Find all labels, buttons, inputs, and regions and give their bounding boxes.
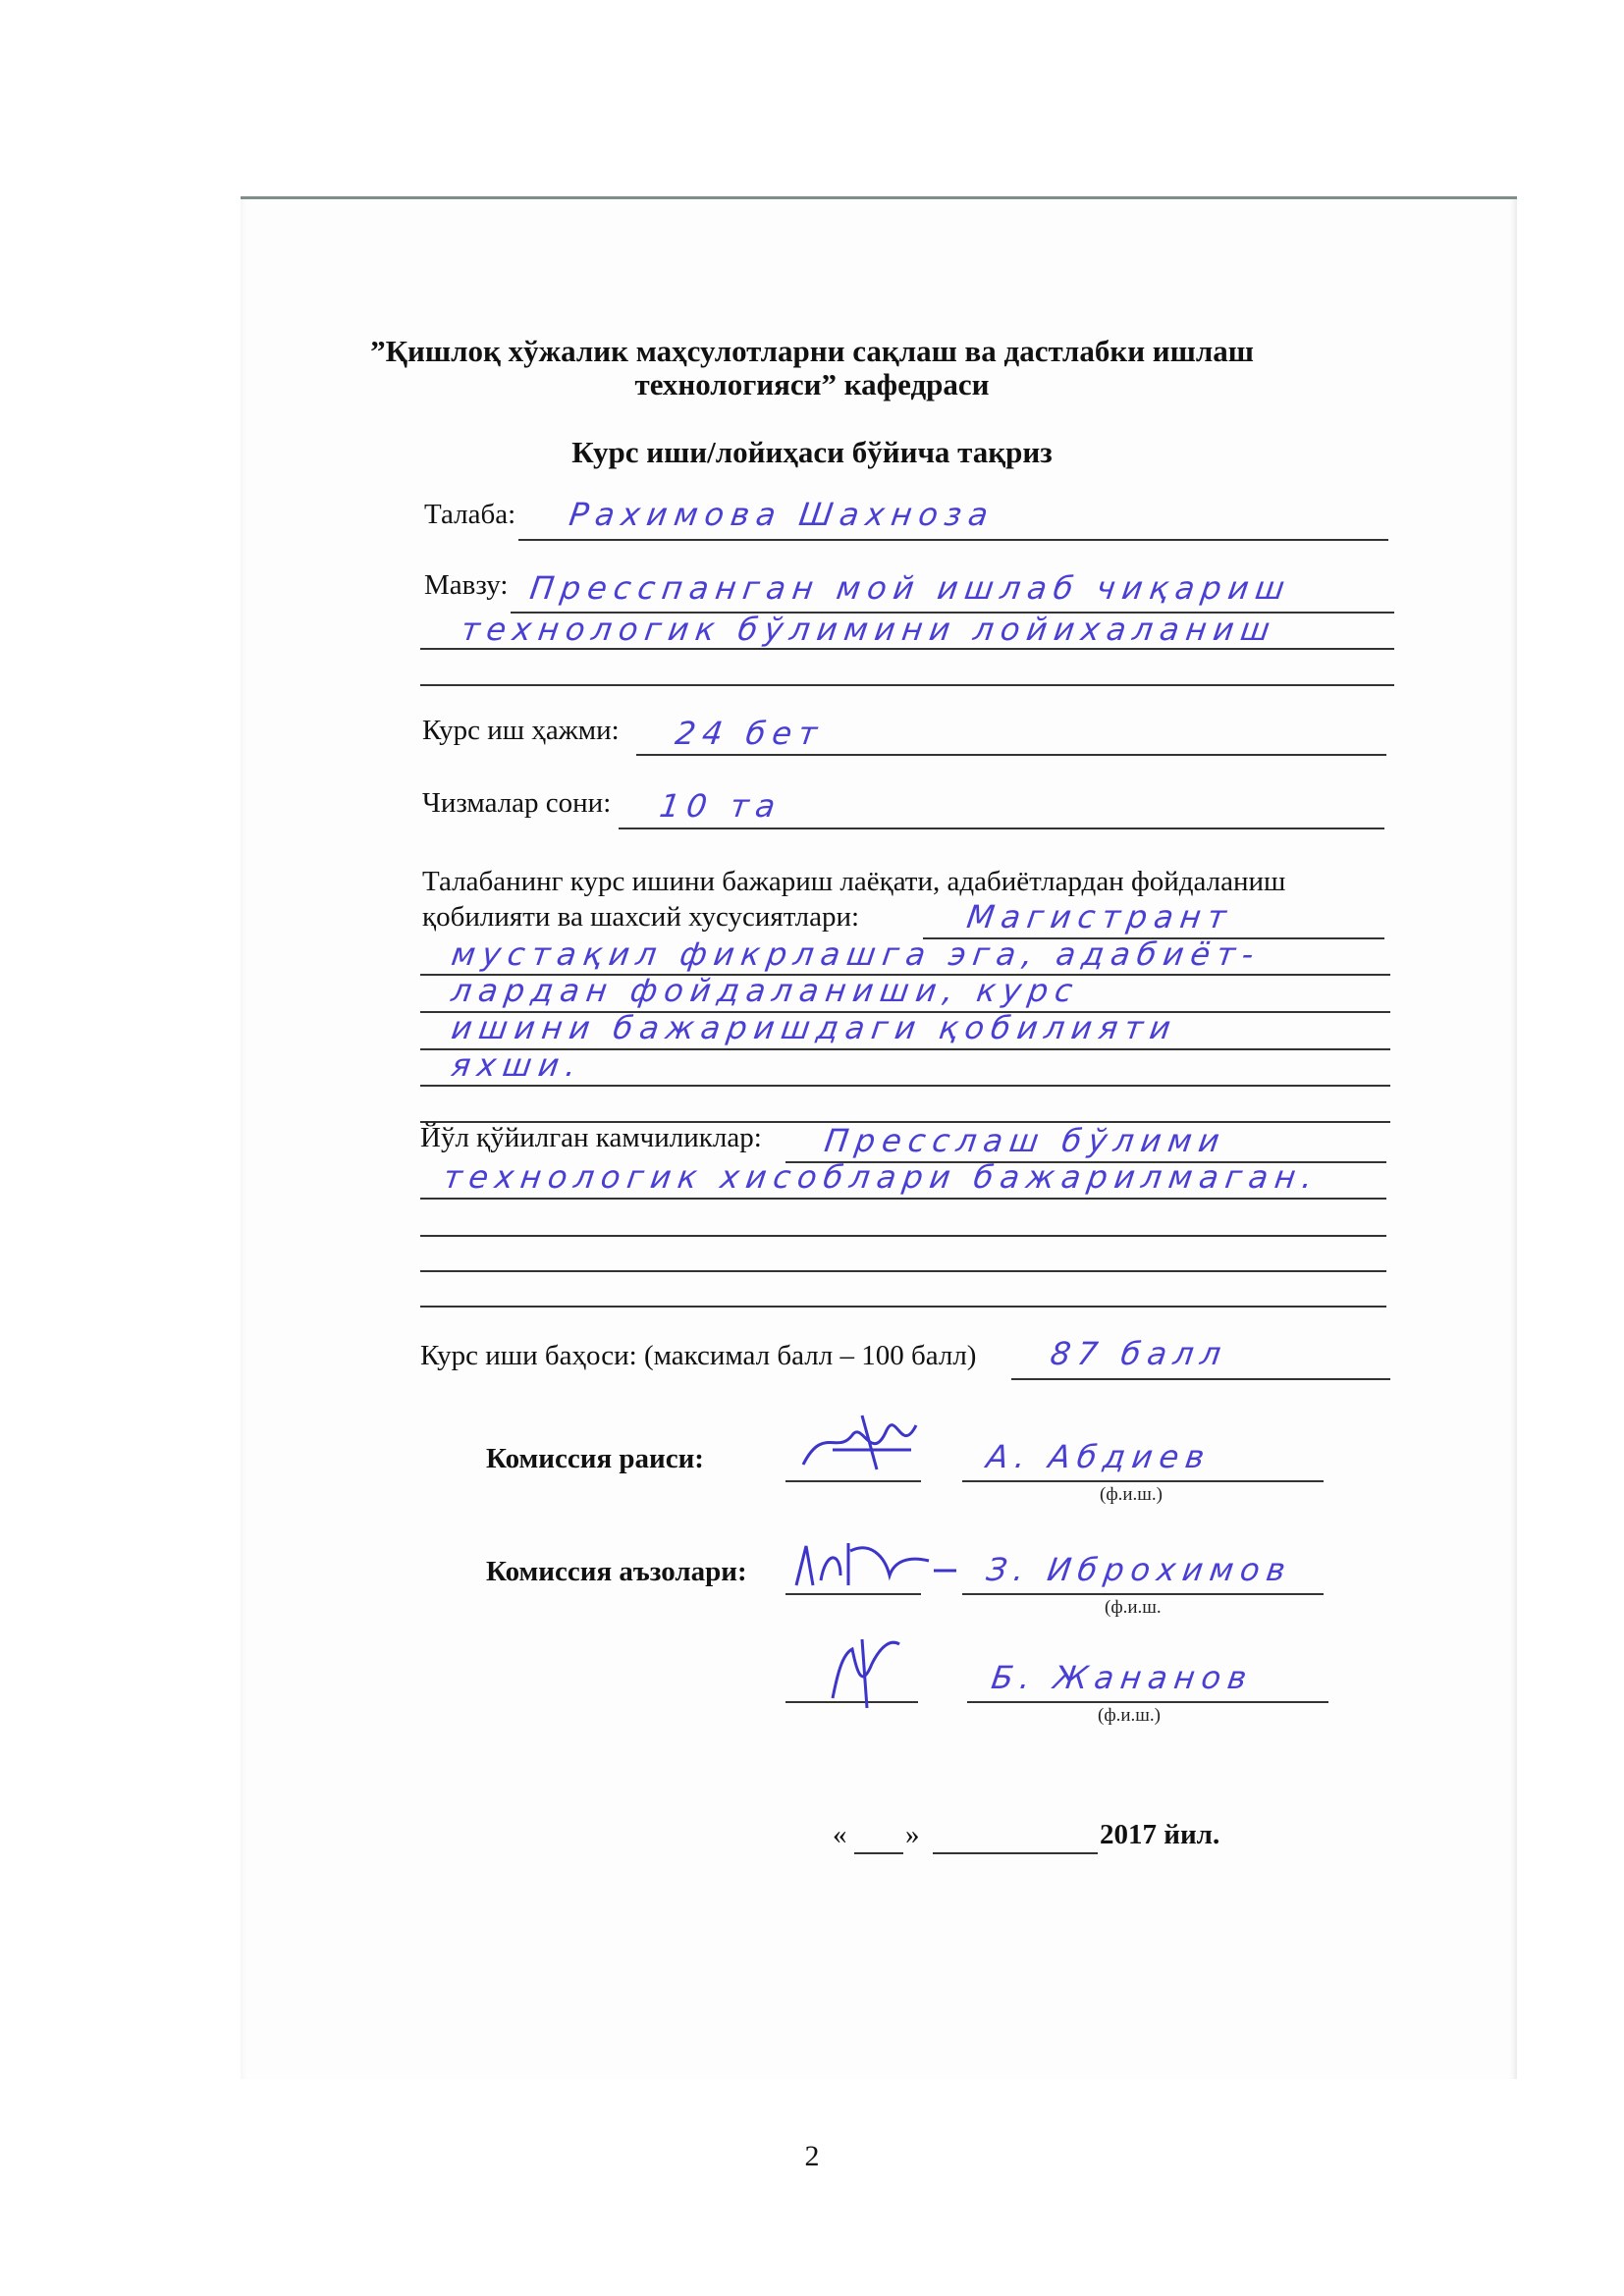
ability-text-5: яхши. xyxy=(449,1046,586,1084)
ability-label-line2: қобилияти ва шахсий хусусиятлари: xyxy=(422,901,860,933)
fio-caption-2: (ф.и.ш. xyxy=(1105,1597,1162,1618)
ability-label-line1: Талабанинг курс ишини бажариш лаёқати, адабиётлардан фойдаланиш xyxy=(422,866,1286,897)
commission-members-label: Комиссия аъзолари: xyxy=(486,1556,747,1587)
flaws-text-2: технологик хисоблари бажарилмаган. xyxy=(441,1158,1323,1196)
student-label: Талаба: xyxy=(424,499,516,530)
ability-underline-5 xyxy=(420,1085,1390,1087)
member1-name: З. Иброхимов xyxy=(984,1551,1295,1588)
chair-signature-icon xyxy=(793,1396,931,1484)
topic-underline-3 xyxy=(420,684,1394,686)
drawings-value: 10 та xyxy=(657,787,785,825)
student-underline xyxy=(518,539,1388,541)
fio-caption-3: (ф.и.ш.) xyxy=(1098,1705,1162,1726)
flaws-underline-4 xyxy=(420,1270,1386,1272)
topic-underline-2 xyxy=(420,648,1394,650)
topic-value-line1: Пресспанган мой ишлаб чиқариш xyxy=(527,569,1294,607)
page-number: 2 xyxy=(804,2140,820,2172)
drawings-label: Чизмалар сони: xyxy=(422,787,612,819)
department-title-line1: ”Қишлоқ хўжалик маҳсулотларни сақлаш ва дастлабки ишлаш xyxy=(370,334,1254,368)
chair-name-line xyxy=(962,1480,1324,1482)
volume-value: 24 бет xyxy=(673,715,827,752)
grade-label: Курс иши баҳоси: (максимал балл – 100 балл) xyxy=(420,1340,977,1371)
date-open-quote: « xyxy=(833,1819,847,1850)
date-close-quote: » xyxy=(905,1819,920,1850)
grade-underline xyxy=(1011,1378,1390,1380)
grade-value: 87 балл xyxy=(1048,1335,1230,1372)
flaws-underline-3 xyxy=(420,1235,1386,1237)
member2-name-line xyxy=(967,1701,1328,1703)
volume-label: Курс иш ҳажми: xyxy=(422,715,620,746)
member2-name: Б. Жананов xyxy=(989,1659,1256,1696)
member1-signature-icon xyxy=(791,1531,958,1600)
flaws-text-1: Пресслаш бўлими xyxy=(822,1122,1229,1159)
date-month-line xyxy=(933,1852,1098,1854)
student-value: Рахимова Шахноза xyxy=(567,496,998,533)
flaws-underline-5 xyxy=(420,1306,1386,1308)
date-day-line xyxy=(854,1852,903,1854)
fio-caption-1: (ф.и.ш.) xyxy=(1100,1484,1164,1505)
flaws-label: Йўл қўйилган камчиликлар: xyxy=(420,1122,762,1153)
drawings-underline xyxy=(619,828,1384,829)
flaws-underline-2 xyxy=(420,1198,1386,1200)
department-title-line2: технологияси” кафедраси xyxy=(634,367,990,401)
date-year: 2017 йил. xyxy=(1100,1819,1220,1850)
ability-text-1: Магистрант xyxy=(964,898,1236,935)
topic-label: Мавзу: xyxy=(424,569,509,601)
ability-text-2: мустақил фикрлашга эга, адабиёт- xyxy=(449,935,1264,973)
ability-text-4: ишини бажаришдаги қобилияти xyxy=(449,1009,1180,1046)
review-subtitle: Курс иши/лойиҳаси бўйича тақриз xyxy=(571,435,1053,469)
chair-name: А. Абдиев xyxy=(984,1438,1214,1475)
ability-text-3: лардан фойдаланиши, курс xyxy=(449,972,1082,1009)
volume-underline xyxy=(636,754,1386,756)
member2-signature-icon xyxy=(823,1634,911,1713)
topic-value-line2: технологик бўлимини лойихаланиш xyxy=(459,611,1279,648)
member1-name-line xyxy=(962,1593,1324,1595)
commission-chair-label: Комиссия раиси: xyxy=(486,1443,704,1474)
